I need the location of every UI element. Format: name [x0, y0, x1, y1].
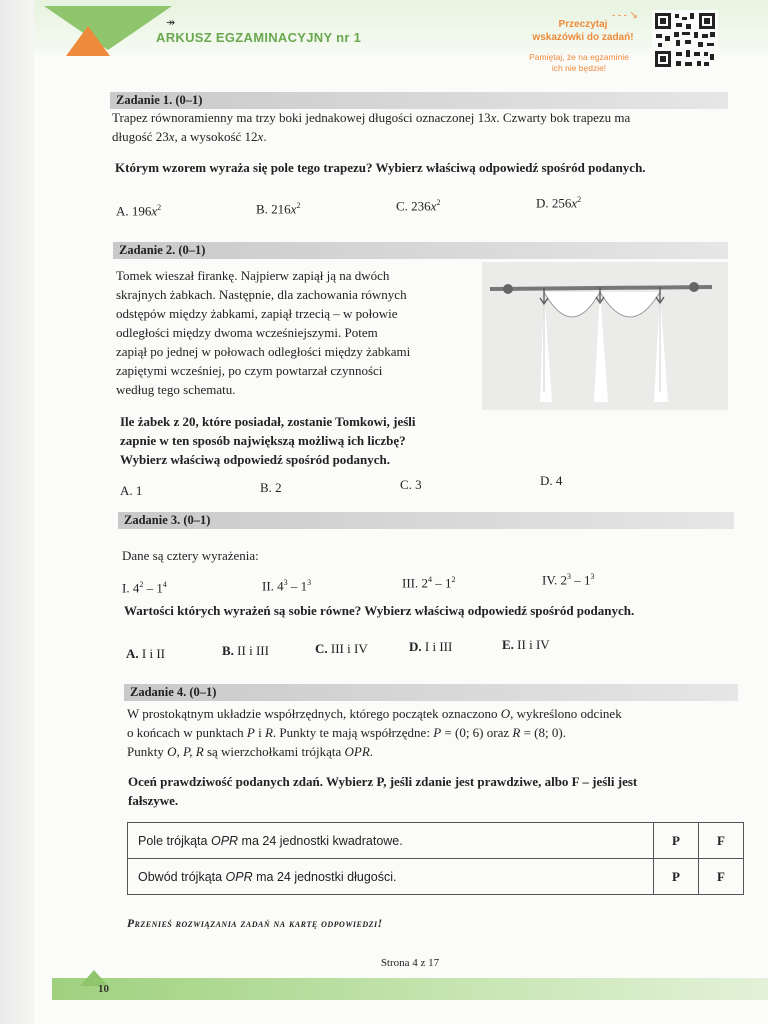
- transfer-answers-instruction: Przenieś rozwiązania zadań na kartę odpowiedzi!: [127, 918, 383, 930]
- logo-triangle-orange: [66, 26, 110, 56]
- task-3-question: Wartości których wyrażeń są sobie równe? Wybierz właściwą odpowiedź spośród podanych.: [124, 603, 635, 618]
- task-3-expression-2: II. $4^3 - 1^3$: [262, 578, 312, 594]
- hint-dashed-arrow-icon: - - - ↘: [612, 10, 638, 21]
- task-2-label: Zadanie 2. (0–1): [119, 243, 206, 257]
- task-3-option-a[interactable]: A. I i II: [126, 646, 165, 661]
- task-1-option-c[interactable]: C. $236x^2$: [396, 198, 441, 214]
- hint-callout: Przeczytaj wskazówki do zadań!: [532, 19, 634, 43]
- task-1-question: Którym wzorem wyraża się pole tego trapezu? Wybierz właściwą odpowiedź spośród podanych.: [115, 160, 646, 175]
- task-1-text: Trapez równoramienny ma trzy boki jednakowej długości oznaczonej 13x. Czwarty bok trapezu ma długość 23x, a wysokość 12x.: [112, 110, 631, 144]
- task-1-header: [110, 92, 728, 109]
- task-2-question: Ile żabek z 20, które posiadał, zostanie Tomkowi, jeśli zapnie w ten sposób największą możliwą ich liczbę? Wybierz właściwą odpowiedź spośród podanych.: [120, 414, 416, 467]
- qr-code-icon[interactable]: [652, 10, 718, 70]
- task-2-option-b[interactable]: B. 2: [260, 480, 282, 495]
- task-3-header: [118, 512, 734, 529]
- hint-note: Pamiętaj, że na egzaminie ich nie będzie!: [529, 52, 629, 73]
- task-4-label: Zadanie 4. (0–1): [130, 685, 217, 699]
- statement-2-true-option[interactable]: P: [654, 859, 699, 895]
- task-1-option-a[interactable]: A. $196x^2$: [116, 203, 162, 219]
- task-2-option-d[interactable]: D. 4: [540, 473, 563, 488]
- task-3-expression-1: I. $4^2 - 1^4$: [122, 580, 167, 596]
- page-number: 10: [98, 983, 109, 995]
- task-3-intro: Dane są cztery wyrażenia:: [122, 548, 259, 563]
- statement-2: Obwód trójkąta OPR ma 24 jednostki długości.: [128, 859, 654, 895]
- exam-sheet-title: ARKUSZ EGZAMINACYJNY nr 1: [156, 30, 362, 45]
- task-3-expression-3: III. $2^4 - 1^2$: [402, 575, 456, 591]
- task-1-option-d[interactable]: D. $256x^2$: [536, 195, 582, 211]
- task-3-option-b[interactable]: B. II i III: [222, 643, 269, 658]
- page-label: Strona 4 z 17: [380, 957, 440, 969]
- task-4-header: [124, 684, 738, 701]
- header-arrow-icon: ↠: [166, 17, 176, 29]
- table-row: [128, 823, 744, 859]
- page-gutter: [0, 0, 34, 1024]
- task-1-option-b[interactable]: B. $216x^2$: [256, 201, 301, 217]
- task-3-option-d[interactable]: D. I i III: [409, 639, 453, 654]
- task-3-label: Zadanie 3. (0–1): [124, 513, 211, 527]
- true-false-table: [127, 822, 744, 895]
- task-4-question: Oceń prawdziwość podanych zdań. Wybierz P, jeśli zdanie jest prawdziwe, albo F – jeśli jest fałszywe.: [128, 774, 638, 808]
- table-row: [128, 859, 744, 895]
- task-4-text: W prostokątnym układzie współrzędnych, którego początek oznaczono O, wykreślono odcinek o końcach w punktach P i R. Punkty te mają współrzędne: P = (0; 6) oraz R = (8; 0). Punkty O, P, R są wierzchołkami trójkąta OPR.: [127, 706, 622, 759]
- task-2-header: [113, 242, 728, 259]
- task-2-option-c[interactable]: C. 3: [400, 477, 422, 492]
- task-1-label: Zadanie 1. (0–1): [116, 93, 203, 107]
- task-2-text: Tomek wieszał firankę. Najpierw zapiął ją na dwóch skrajnych żabkach. Następnie, dla zachowania równych odstępów między żabkami, zapiął trzecią – w połowie odległości między dwoma wcześniejszymi. Potem zapiął po jednej w połowach odległości między żabkami zapiętymi wcześniej, po czym powtarzał czynności według tego schematu.: [116, 268, 411, 397]
- task-3-option-e[interactable]: E. II i IV: [502, 637, 550, 652]
- statement-2-false-option[interactable]: F: [699, 859, 744, 895]
- statement-1-true-option[interactable]: P: [654, 823, 699, 859]
- task-3-option-c[interactable]: C. III i IV: [315, 641, 368, 656]
- statement-1: Pole trójkąta OPR ma 24 jednostki kwadratowe.: [128, 823, 654, 859]
- statement-1-false-option[interactable]: F: [699, 823, 744, 859]
- curtain-figure: [482, 262, 728, 410]
- curtain-illustration: [482, 262, 728, 410]
- task-2-option-a[interactable]: A. 1: [120, 483, 143, 498]
- task-3-expression-4: IV. $2^3 - 1^3$: [542, 572, 595, 588]
- footer-band: [52, 978, 768, 1000]
